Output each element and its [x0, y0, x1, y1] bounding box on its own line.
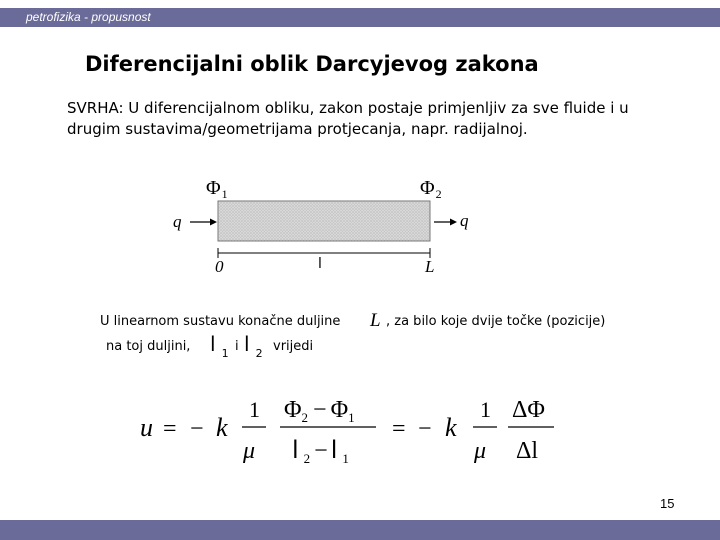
and-text: i — [235, 339, 239, 354]
svg-text:Φ2−Φ1: $\Phi_2 - \Phi_1$ — [284, 397, 355, 425]
purpose-text: SVRHA: U diferencijalnom obliku, zakon postaje primjenljiv za sve fluide i u drugim sustavima/geometrijama protjecanja, napr. radijalnoj. — [67, 99, 629, 138]
page-number: 15 — [660, 496, 675, 511]
x-mid-label: l — [318, 256, 322, 272]
svg-text:1: 1 — [480, 397, 491, 422]
slide-title: Diferencijalni oblik Darcyjevog zakona — [85, 52, 539, 76]
header-text: petrofizika - propusnost — [26, 10, 151, 24]
l1-symbol: l $_1$ — [210, 332, 229, 360]
svg-text:u: u — [140, 413, 153, 442]
length-symbol-L: L — [370, 310, 381, 331]
svg-text:Δl: Δl — [516, 438, 539, 464]
svg-text:=: = — [392, 416, 406, 442]
svg-text:μ: μ — [474, 438, 487, 464]
svg-text:k: k — [216, 413, 228, 442]
footer-bar — [0, 520, 720, 540]
header-bar — [0, 8, 720, 27]
l2-symbol: l $_2$ — [244, 332, 263, 360]
phi2-label: $\Phi_2$ — [420, 177, 442, 201]
svg-text:=: = — [163, 416, 177, 442]
svg-text:l2−l1: l $_2$ − l $_1$ — [292, 436, 349, 466]
q-out-label: q — [460, 211, 469, 230]
linear-system-text-1: U linearnom sustavu konačne duljine — [100, 314, 341, 329]
svg-text:k: k — [445, 413, 457, 442]
svg-text:ΔΦ: ΔΦ — [512, 397, 545, 423]
svg-text:μ: μ — [243, 438, 256, 464]
phi1-label: $\Phi_1$ — [206, 177, 228, 201]
x-start-label: 0 — [215, 257, 224, 276]
linear-flow-diagram — [160, 172, 490, 284]
holds-text: vrijedi — [273, 339, 314, 354]
x-end-label: L — [425, 257, 435, 276]
q-in-label: q — [173, 212, 182, 231]
linear-system-text-2: , za bilo koje dvije točke (pozicije) — [386, 314, 606, 329]
linear-system-text-3: na toj duljini, — [106, 339, 191, 354]
porous-medium-block — [218, 201, 430, 241]
svg-text:−: − — [190, 416, 204, 442]
svg-text:1: 1 — [249, 397, 260, 422]
darcy-differential-formula — [130, 390, 570, 475]
svg-text:−: − — [418, 416, 432, 442]
